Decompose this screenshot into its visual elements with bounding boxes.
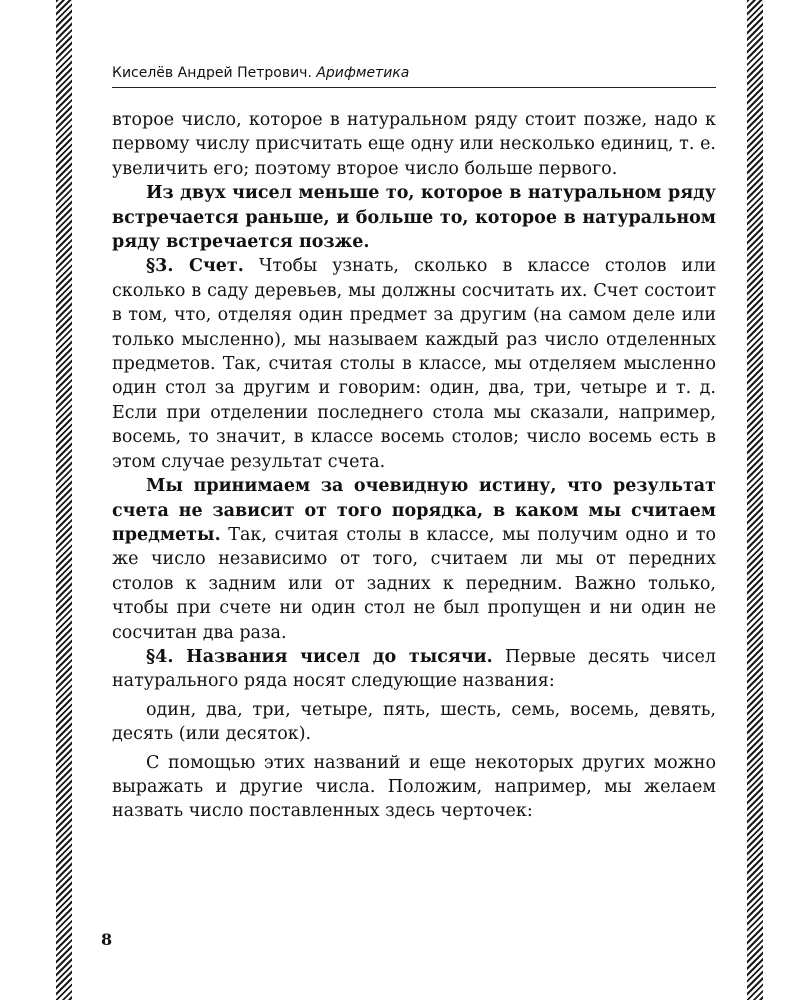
running-header: [112, 65, 716, 81]
page-number: 8: [101, 930, 113, 949]
header-rule: [112, 87, 716, 88]
paragraph-other-numbers: [112, 751, 716, 824]
paragraph-text: Так, считая столы в классе, мы получим одно и то же число независимо от того, считаем ли мы от передних столов к задним или от задних к передним. Важно только, чтобы при счете ни один стол не был пропущен и ни один не сосчитан два раза.: [112, 524, 716, 643]
paragraph-section-4: [112, 645, 716, 694]
paragraph-text: второе число, которое в натуральном ряду стоит позже, надо к первому числу присчитать еще одну или несколько единиц, т. е. увеличить его; поэтому второе число больше первого.: [112, 110, 716, 179]
section-3-heading: §3. Счет.: [146, 256, 244, 277]
paragraph-text: С помощью этих названий и еще некоторых других можно выражать и другие числа. Положим, например, мы желаем назвать число поставленных здесь черточек:: [112, 752, 716, 822]
paragraph-bold-text: Мы принимаем за очевидную истину, что результат счета не зависит от того порядка, в каком мы считаем предметы.: [112, 476, 716, 545]
right-page-border: [747, 0, 763, 1000]
paragraph-text: Первые десять чисел натурального ряда носят следующие названия:: [112, 646, 716, 692]
section-4-heading: §4. Названия чисел до тысячи.: [146, 646, 493, 667]
paragraph-text: один, два, три, четыре, пять, шесть, семь, восемь, девять, десять (или десяток).: [112, 699, 716, 745]
header-author: Киселёв Андрей Петрович.: [112, 65, 312, 81]
header-book-title: Арифметика: [316, 65, 410, 81]
paragraph-continuation: [112, 108, 716, 181]
paragraph-rule-comparison: [112, 181, 716, 254]
paragraph-counting-truth: [112, 474, 716, 645]
paragraph-bold-text: Из двух чисел меньше то, которое в натуральном ряду встречается раньше, и больше то, которое в натуральном ряду встречается позже.: [112, 183, 716, 253]
paragraph-section-3: [112, 254, 716, 474]
paragraph-text: Чтобы узнать, сколько в классе столов или сколько в саду деревьев, мы должны сосчитать их. Счет состоит в том, что, отделяя один предмет за другим (на самом деле или только мысленно), мы называем каждый раз число отделенных предметов. Так, считая столы в классе, мы отделяем мысленно один стол за другим и говорим: один, два, три, четыре и т. д. Если при отделении последнего стола мы сказали, например, восемь, то значит, в классе восемь столов; число восемь есть в этом случае результат счета.: [112, 256, 716, 472]
page-body: [112, 108, 716, 824]
left-page-border: [56, 0, 72, 1000]
paragraph-number-names: [112, 698, 716, 747]
